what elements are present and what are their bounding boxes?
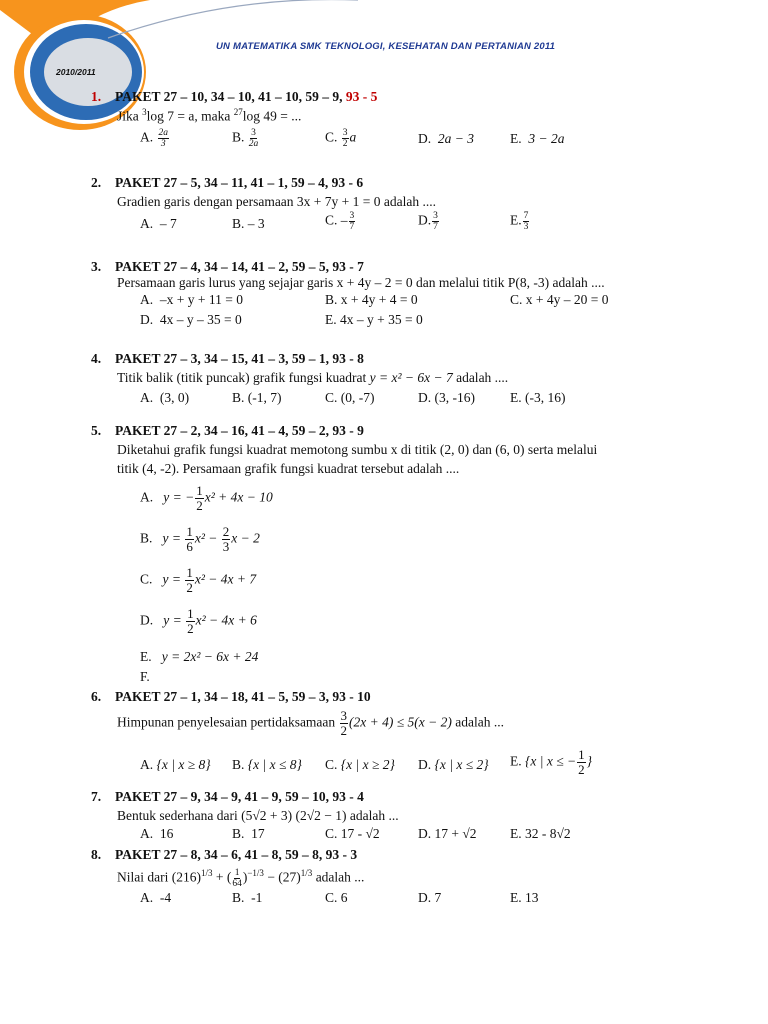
expr-text: {x | x ≤ − [525,753,577,769]
option-c[interactable] [325,211,356,232]
header-line [108,0,358,38]
option-text: 17 + √2 [434,826,477,841]
numerator: 1 [196,483,203,498]
paket-label: PAKET 27 – 10, 34 – 10, 41 – 10, 59 – 9, [115,89,346,104]
denominator: 3 [523,222,529,232]
option-letter: D. [418,890,432,905]
option-text: y = 2x² − 6x + 24 [161,649,259,664]
option-e[interactable] [510,748,592,777]
numerator: 3 [251,128,256,138]
equation: (5√2 + 3) (2√2 − 1) [241,808,347,823]
numerator: 1 [187,606,194,621]
option-letter: D. [418,131,432,146]
option-letter: B. [232,826,245,841]
option-e[interactable] [325,312,423,328]
option-letter: C. [325,390,338,405]
option-text: 4x – y – 35 = 0 [159,312,242,327]
fraction [222,525,231,554]
expr-text: x² − 4x + 7 [194,571,257,587]
option-text: 17 [251,826,265,841]
option-text: -4 [159,890,172,905]
option-letter: B. [325,292,338,307]
paket-label: PAKET 27 – 8, 34 – 6, 41 – 8, 59 – 8, 93 - 3 [115,847,358,862]
year-badge: 2010/2011 [56,67,96,77]
numerator: 3 [342,128,348,138]
expr-text: x² + 4x − 10 [204,489,273,505]
expr-text: y = − [163,489,195,505]
option-text: – 7 [159,216,177,231]
expr-text: y = [162,571,185,587]
option-a[interactable] [140,484,273,513]
option-text: {x | x ≥ 2} [340,757,395,772]
paket-highlight: 93 - 5 [345,89,378,104]
option-letter: C. [325,890,338,905]
option-letter: E. [510,826,522,841]
option-a[interactable] [140,216,177,232]
option-text: 32 - 8√2 [525,826,571,841]
option-a[interactable] [140,890,171,906]
option-b[interactable] [232,826,265,842]
stem-text: adalah ... [346,808,399,823]
term: (216) [171,869,201,885]
stem-text: adalah ... [312,869,365,885]
denominator: 3 [160,139,166,149]
paket-label: PAKET 27 – 2, 34 – 16, 41 – 4, 59 – 2, 93 - 9 [115,423,364,438]
stem-text: Titik balik (titik puncak) grafik fungsi kuadrat [117,370,370,385]
denominator: 7 [433,222,438,232]
denominator: 6 [186,539,193,554]
fraction [340,709,349,738]
question-3-stem: Persamaan garis lurus yang sejajar garis x + 4y – 2 = 0 dan melalui titik P(8, -3) adalah .... [117,275,605,290]
question-number: 8. [91,847,102,862]
option-b[interactable] [140,525,260,554]
question-number: 7. [91,789,102,804]
option-suffix: a [349,129,357,145]
question-3-heading [91,259,364,275]
option-b[interactable] [232,390,282,406]
question-6-heading [91,689,371,705]
numerator: 2a [158,128,168,138]
option-letter: C. [325,757,338,772]
option-letter: D. [418,826,432,841]
option-c[interactable] [140,566,256,595]
option-d[interactable] [418,890,441,906]
option-letter: A. [140,292,154,307]
option-letter: E. [510,390,522,405]
paket-label: PAKET 27 – 9, 34 – 9, 41 – 9, 59 – 10, 93 - 4 [115,789,364,804]
question-1-stem [117,107,301,125]
fraction [185,566,194,595]
option-d[interactable] [418,131,474,147]
option-e[interactable] [510,826,571,842]
option-letter: A. [140,890,154,905]
question-5-stem-line1: Diketahui grafik fungsi kuadrat memotong sumbu x di titik (2, 0) dan (6, 0) serta melalui [117,442,598,457]
option-text: 17 - √2 [340,826,380,841]
denominator: 2a [248,139,259,149]
option-a[interactable] [140,128,170,149]
question-1-heading [91,89,377,105]
question-5-heading [91,423,364,439]
option-text: {x | x ≥ 8} [156,757,211,772]
option-text: 4x – y + 35 = 0 [340,312,423,327]
option-letter: E. [510,890,522,905]
question-number: 5. [91,423,102,438]
option-prefix: – [340,212,348,228]
paket-label: PAKET 27 – 4, 34 – 14, 41 – 2, 59 – 5, 93 - 7 [115,259,364,274]
option-a[interactable] [140,757,211,773]
option-text: – 3 [247,216,265,231]
fraction [249,128,259,149]
numerator: 7 [523,211,529,221]
page-header-title: UN MATEMATIKA SMK TEKNOLOGI, KESEHATAN DAN PERTANIAN 2011 [216,41,556,52]
exponent: −1/3 [247,868,264,879]
option-text: (0, -7) [340,390,375,405]
fraction [577,748,586,777]
option-text: (3, -16) [434,390,475,405]
option-e[interactable] [510,890,539,906]
option-text: 2a − 3 [437,131,474,146]
option-d[interactable] [418,826,477,842]
option-d[interactable] [140,312,242,328]
option-letter: A. [140,129,154,145]
operator: ) [242,869,248,885]
fraction [523,211,530,232]
numerator: 1 [234,868,240,878]
question-number: 2. [91,175,102,190]
option-a[interactable] [140,390,189,406]
option-b[interactable] [232,890,262,906]
option-letter: F. [140,669,150,684]
denominator: 3 [222,539,230,554]
option-letter: E. [510,131,522,146]
option-letter: C. [510,292,523,307]
option-letter: A. [140,826,154,841]
option-c[interactable] [325,826,380,842]
operator: + ( [212,869,232,885]
log-base: 3 [142,107,147,117]
option-d[interactable] [418,757,489,773]
fraction [349,211,356,232]
numerator: 1 [186,565,193,580]
stem-text: Himpunan penyelesaian pertidaksamaan [117,714,339,730]
stem-text: Bentuk sederhana dari [117,808,242,823]
option-letter: D. [418,757,432,772]
question-number: 3. [91,259,102,274]
numerator: 3 [349,211,355,221]
term: − (27) [263,869,301,885]
denominator: 2 [342,139,348,149]
option-b[interactable] [325,292,418,308]
stem-text: log 49 = ... [242,108,302,124]
option-letter: B. [232,216,245,231]
option-c[interactable] [325,757,395,773]
option-letter: D. [140,612,154,628]
stem-text: adalah .... [452,370,509,385]
expr-text: x² − [194,530,221,546]
option-d[interactable] [418,211,440,232]
option-letter: D. [418,212,432,228]
option-letter: C. [140,571,153,587]
option-letter: A. [140,390,154,405]
equation: (2x + 4) ≤ 5(x − 2) [349,714,452,730]
option-text: 7 [434,890,442,905]
denominator: 2 [196,498,203,513]
question-6-stem [117,709,504,738]
question-number: 6. [91,689,102,704]
numerator: 3 [340,708,348,723]
expr-text: y = [163,612,186,628]
option-text: x + 4y – 20 = 0 [525,292,609,307]
question-2-stem: Gradien garis dengan persamaan 3x + 7y + 1 = 0 adalah .... [117,194,436,209]
option-d[interactable] [140,607,257,636]
option-letter: A. [140,216,154,231]
question-8-heading [91,847,357,863]
expr-text: x² − 4x + 6 [195,612,257,628]
option-letter: E. [140,649,152,664]
option-text: 13 [525,890,539,905]
option-a[interactable] [140,292,243,308]
denominator: 7 [349,222,355,232]
denominator: 64 [232,879,242,889]
fraction [342,128,349,149]
paket-label: PAKET 27 – 5, 34 – 11, 41 – 1, 59 – 4, 93 - 6 [115,175,364,190]
question-7-heading [91,789,364,805]
option-text: –x + y + 11 = 0 [159,292,243,307]
option-e[interactable] [140,649,258,665]
question-2-heading [91,175,363,191]
paket-label: PAKET 27 – 3, 34 – 15, 41 – 3, 59 – 1, 93 - 8 [115,351,364,366]
stem-text: log 7 = a, maka [146,108,234,124]
option-text: {x | x ≤ 2} [434,757,489,772]
stem-text: Jika [117,108,143,124]
option-text: x + 4y + 4 = 0 [340,292,418,307]
option-letter: E. [510,212,522,228]
option-e[interactable] [510,211,530,232]
equation: y = x² − 6x − 7 [369,370,453,385]
option-c[interactable] [325,390,375,406]
option-text: (-3, 16) [525,390,566,405]
question-5-stem-line2: titik (4, -2). Persamaan grafik fungsi kuadrat tersebut adalah .... [117,461,460,476]
option-text: {x | x ≤ 8} [247,757,302,772]
question-8-stem [117,868,364,889]
question-4-stem [117,370,508,386]
fraction [186,607,195,636]
option-e[interactable] [510,390,566,406]
option-letter: C. [325,129,338,145]
option-c[interactable] [325,890,348,906]
option-letter: E. [325,312,337,327]
option-letter: A. [140,489,154,505]
stem-text: Nilai dari [117,869,172,885]
fraction [195,484,204,513]
option-d[interactable] [418,390,475,406]
denominator: 2 [578,762,585,777]
fraction [158,128,170,149]
paket-label: PAKET 27 – 1, 34 – 18, 41 – 5, 59 – 3, 93 - 10 [115,689,371,704]
expr-text: x − 2 [231,530,260,546]
exponent: 1/3 [200,868,213,879]
option-letter: C. [325,826,338,841]
option-letter: B. [232,757,245,772]
expr-text: y = [162,530,185,546]
option-text: 16 [159,826,174,841]
question-4-heading [91,351,364,367]
option-letter: D. [140,312,154,327]
option-letter: B. [140,530,153,546]
fraction [432,211,439,232]
option-letter: A. [140,757,154,772]
option-e[interactable] [510,131,565,147]
numerator: 3 [433,211,438,221]
option-c[interactable] [325,128,356,149]
denominator: 2 [186,580,193,595]
stem-text: adalah ... [451,714,505,730]
expr-text: } [586,753,593,769]
option-text: (-1, 7) [247,390,282,405]
option-f[interactable] [140,669,150,685]
question-7-stem [117,808,399,824]
log-base: 27 [233,107,243,117]
option-a[interactable] [140,826,173,842]
question-number: 4. [91,351,102,366]
option-letter: E. [510,753,522,769]
option-text: 6 [340,890,348,905]
denominator: 2 [187,621,194,636]
option-text: (3, 0) [159,390,190,405]
option-letter: B. [232,129,245,145]
option-letter: D. [418,390,432,405]
question-number: 1. [91,89,102,104]
exponent: 1/3 [300,868,313,879]
fraction [232,868,242,889]
option-c[interactable] [510,292,609,308]
numerator: 2 [222,524,230,539]
denominator: 2 [340,723,348,738]
option-text: 3 − 2a [528,131,565,146]
option-text: -1 [251,890,263,905]
option-b[interactable] [232,216,265,232]
fraction [185,525,194,554]
option-letter: B. [232,890,245,905]
numerator: 1 [578,747,585,762]
option-b[interactable] [232,128,259,149]
option-letter: B. [232,390,245,405]
numerator: 1 [186,524,193,539]
option-letter: C. [325,212,338,228]
option-b[interactable] [232,757,302,773]
